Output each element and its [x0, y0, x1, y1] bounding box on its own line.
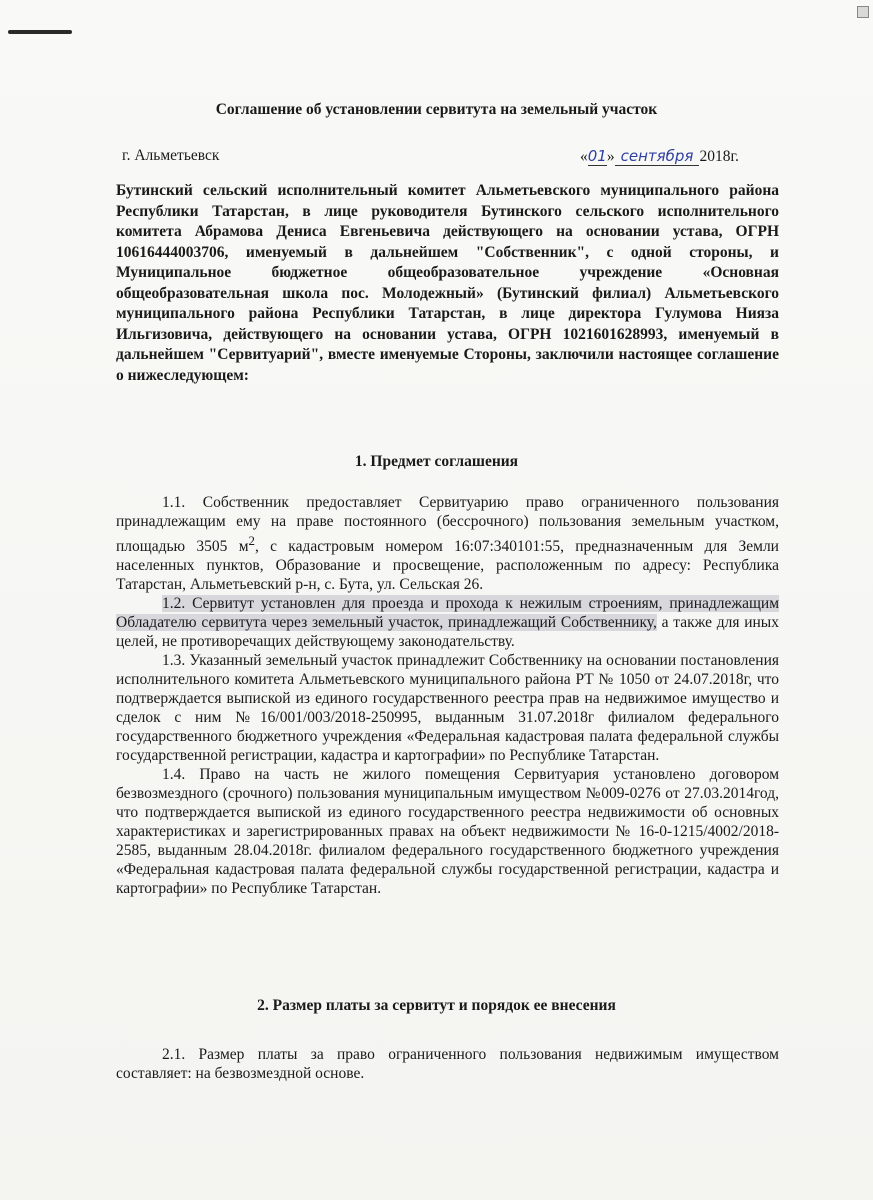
date-day-handwritten: 01	[587, 147, 607, 165]
section-1-heading: 1. Предмет соглашения	[354, 453, 519, 470]
clause-1-1-text: 1.1. Собственник предоставляет Сервитуарию право ограниченного пользования принадлежащим ему на праве постоянного (бессрочного) пользования земельным участком, площадью 3505 м	[116, 494, 779, 556]
date-month-handwritten: сентября	[615, 147, 700, 166]
document-date	[580, 147, 739, 166]
clause-2-1: 2.1. Размер платы за право ограниченного пользования недвижимым имуществом составляет: на безвозмездной основе.	[116, 1046, 779, 1082]
clause-1-3: 1.3. Указанный земельный участок принадлежит Собственнику на основании постановления исполнительного комитета Альметьевского муниципального района РТ № 1050 от 24.07.2018г, что подтверждается выпиской из единого государственного реестра прав на недвижимое имущество и сделок с ним №16/001/003/2018-250995, выданным 31.07.2018г филиалом федерального государственного бюджетного учреждения «Федеральная кадастровая палата федеральной службы государственной регистрации, кадастра и картографии» по Республике Татарстан.	[116, 652, 779, 765]
parties-intro: Бутинский сельский исполнительный комитет Альметьевского муниципального района Республики Татарстан, в лице руководителя Бутинского сельского исполнительного комитета Абрамова Дениса Евгеньевича действующего на основании устава, ОГРН 10616444003706, именуемый в дальнейшем "Собственник", с одной стороны, и Муниципальное бюджетное общеобразовательное учреждение «Основная общеобразовательная школа пос. Молодежный» (Бутинский филиал) Альметьевского муниципального района Республики Татарстан, в лице директора Гулумова Нияза Ильгизовича, действующего на основании устава, ОГРН 1021601628993, именуемый в дальнейшем "Сервитуарий", вместе именуемые Стороны, заключили настоящее соглашение о нижеследующем:	[116, 182, 779, 384]
clause-1-2	[116, 594, 779, 651]
clause-1-1-text-cont: , с кадастровым номером 16:07:340101:55, предназначенным для Земли населенных пунктов, Образование и просвещение, расположенным по адресу: Республика Татарстан, Альметьевский р-н, с. Бута, ул. Сельская 26.	[116, 538, 779, 594]
scan-edge-mark	[8, 30, 72, 34]
date-open-quote: «	[580, 148, 588, 165]
clause-1-2-text: а также для иных целей, не противоречащих действующему законодательству.	[116, 614, 779, 651]
scan-corner-mark	[857, 6, 869, 18]
clause-1-1	[116, 493, 779, 594]
city-label: г. Альметьевск	[122, 147, 220, 164]
section-1-body	[116, 493, 779, 898]
date-close-quote: »	[606, 148, 615, 165]
section-2-heading: 2. Размер платы за сервитут и порядок ее внесения	[257, 997, 616, 1014]
section-2-body	[116, 1045, 779, 1083]
date-year: 2018г.	[699, 148, 739, 165]
clause-1-2-highlighted: 1.2. Сервитут установлен для проезда и прохода к нежилым строениям, принадлежащим Обладателю сервитута через земельный участок, принадлежащий Собственнику,	[116, 595, 779, 632]
document-title: Соглашение об установлении сервитута на земельный участок	[215, 101, 658, 118]
clause-1-1-superscript: 2	[248, 533, 255, 548]
clause-1-4: 1.4. Право на часть не жилого помещения Сервитуария установлено договором безвозмездного (срочного) пользования муниципальным имуществом №009-0276 от 27.03.2014год, что подтверждается выпиской из единого государственного реестра недвижимости об основных характеристиках и зарегистрированных правах на объект недвижимости № 16-0-1215/4002/2018-2585, выданным 28.04.2018г. филиалом федерального государственного бюджетного учреждения «Федеральная кадастровая палата федеральной службы государственной регистрации, кадастра и картографии» по Республике Татарстан.	[116, 766, 779, 898]
